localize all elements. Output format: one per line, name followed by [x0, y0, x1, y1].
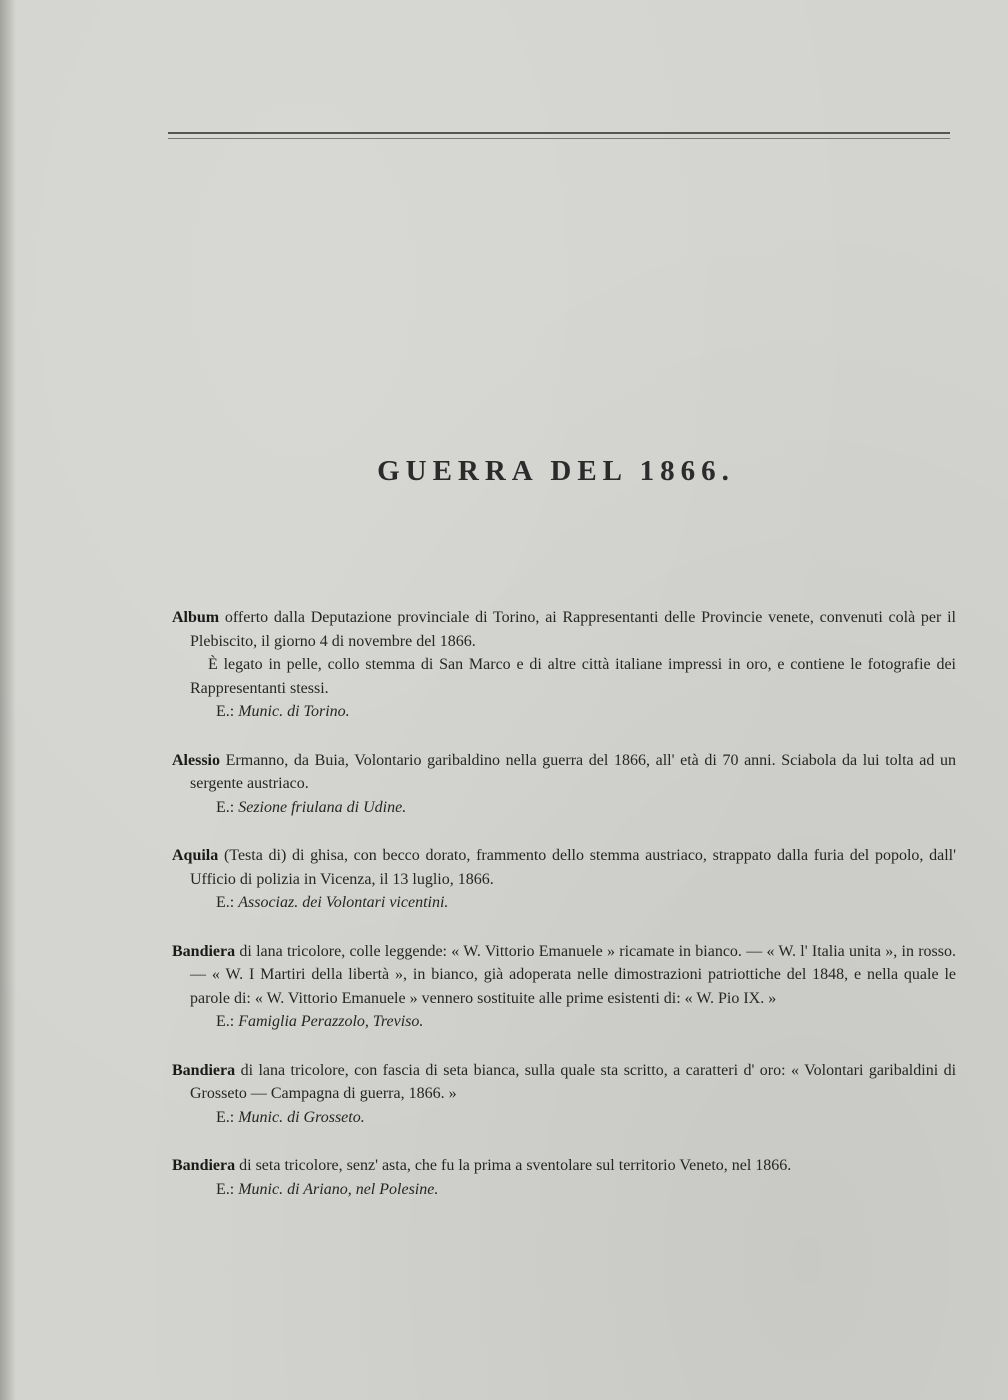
- entry-body: [172, 844, 956, 891]
- source-prefix: E.:: [216, 1108, 235, 1126]
- entry-bandiera-1: [172, 940, 956, 1034]
- entry-text: Ermanno, da Buia, Volontario garibaldino nella guerra del 1866, all' età di 70 anni. Sciabola da lui tolta ad un sergente austriaco.: [190, 751, 957, 792]
- entry-source: [172, 700, 956, 724]
- source-name: Munic. di Torino.: [238, 703, 350, 720]
- entry-source: [172, 796, 956, 820]
- source-name: Sezione friulana di Udine.: [238, 798, 407, 816]
- entry-note: È legato in pelle, collo stemma di San Marco e di altre città italiane impressi in oro, e contiene le fotografie dei Rappresentanti stessi.: [190, 656, 956, 697]
- page-edge-shadow: [0, 0, 16, 1400]
- entry-head: Alessio: [172, 751, 220, 769]
- source-prefix: E.:: [216, 894, 235, 911]
- entry-body: [172, 940, 956, 1011]
- source-prefix: E.:: [216, 1180, 235, 1198]
- source-name: Munic. di Ariano, nel Polesine.: [238, 1180, 439, 1198]
- entries-list: [172, 606, 956, 1226]
- entry-head: Bandiera: [172, 942, 236, 960]
- entry-album: [172, 606, 956, 724]
- entry-text: di seta tricolore, senz' asta, che fu la prima a sventolare sul territorio Veneto, nel 1866.: [239, 1157, 792, 1174]
- entry-text: (Testa di) di ghisa, con becco dorato, frammento dello stemma austriaco, strappato dalla furia del popolo, dall' Ufficio di polizia in Vicenza, il 13 luglio, 1866.: [190, 847, 956, 888]
- entry-head: Bandiera: [172, 1157, 236, 1174]
- show-through-block-1: [150, 150, 950, 300]
- entry-source: [172, 891, 956, 915]
- source-prefix: E.:: [216, 798, 235, 816]
- entry-text: offerto dalla Deputazione provinciale di Torino, ai Rappresentanti delle Provincie venete, convenuti colà per il Plebiscito, il giorno 4 di novembre del 1866.: [190, 609, 957, 650]
- entry-aquila: [172, 844, 956, 915]
- entry-source: [172, 1106, 956, 1130]
- section-title: GUERRA DEL 1866.: [377, 455, 735, 488]
- entry-bandiera-2: [172, 1059, 956, 1130]
- source-name: Munic. di Grosseto.: [238, 1108, 365, 1126]
- entry-text: di lana tricolore, colle leggende: « W. Vittorio Emanuele » ricamate in bianco. — « W. l' Italia unita », in rosso. — « W. I Martiri della libertà », in bianco, già adoperata nelle dimostrazioni patriottiche del 1848, e nella quale le parole di: « W. Vittorio Emanuele » vennero sostituite alle prime esistenti di: « W. Pio IX. »: [190, 942, 957, 1007]
- entry-head: Album: [172, 609, 220, 626]
- source-prefix: E.:: [216, 703, 235, 720]
- source-name: Famiglia Perazzolo, Treviso.: [238, 1013, 424, 1030]
- entry-body: [172, 606, 956, 653]
- entry-text: di lana tricolore, con fascia di seta bianca, sulla quale sta scritto, a caratteri d' oro: « Volontari garibaldini di Grosseto — Campagna di guerra, 1866. »: [190, 1061, 957, 1102]
- entry-bandiera-3: [172, 1154, 956, 1201]
- entry-body: [172, 1059, 956, 1106]
- entry-head: Aquila: [172, 847, 219, 864]
- entry-source: [172, 1178, 956, 1202]
- entry-source: [172, 1010, 956, 1034]
- source-prefix: E.:: [216, 1013, 235, 1030]
- header-rule-thick: [168, 132, 950, 134]
- entry-head: Bandiera: [172, 1061, 236, 1079]
- entry-body: [172, 749, 956, 796]
- header-rule-thin: [168, 138, 950, 139]
- source-name: Associaz. dei Volontari vicentini.: [238, 894, 449, 911]
- entry-body: [172, 1154, 956, 1178]
- entry-alessio: [172, 749, 956, 820]
